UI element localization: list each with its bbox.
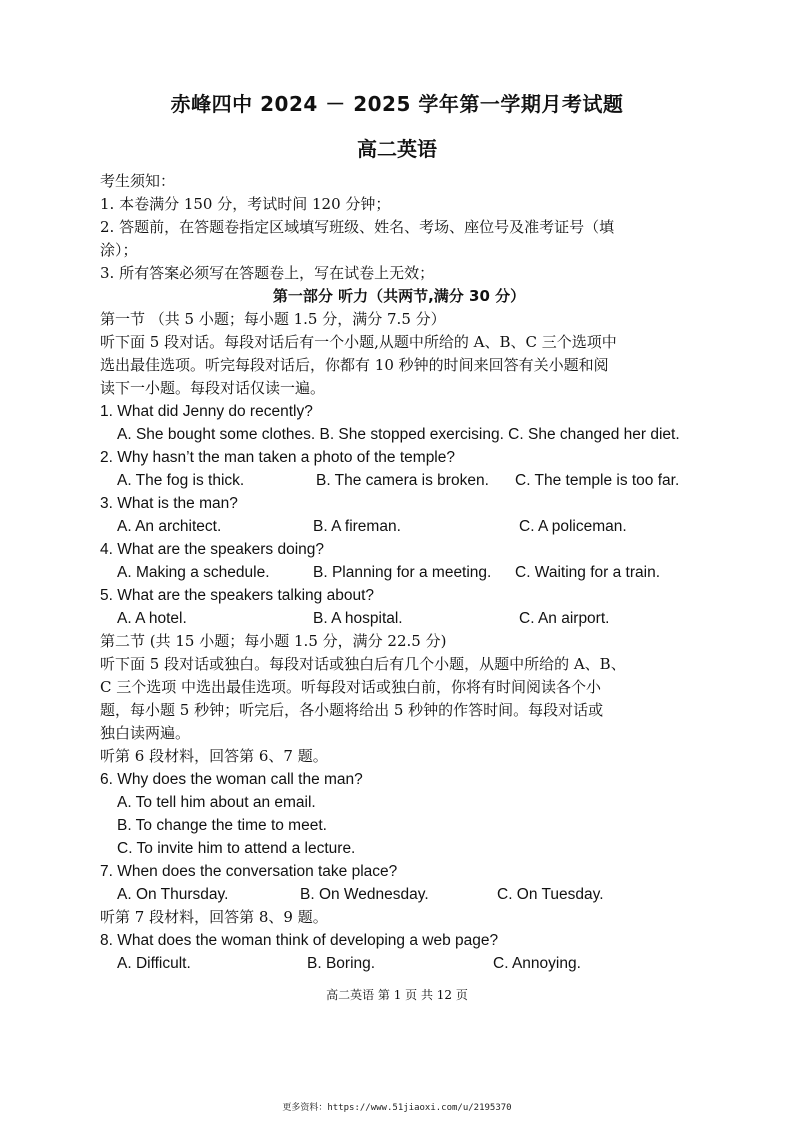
notice-heading: 考生须知： [100,172,176,190]
question-6-stem: 6. Why does the woman call the man? [100,771,363,788]
part1-heading: 第一部分 听力（共两节,满分 30 分） [272,287,526,305]
section2-instruction-2: C 三个选项 中选出最佳选项。听每段对话或独白前，你将有时间阅读各个小 [100,678,602,696]
option-a: A. An architect. [117,518,222,535]
question-5-stem: 5. What are the speakers talking about? [100,587,374,604]
exam-content [100,170,698,975]
option-b: B. A fireman. [313,518,401,535]
question-7-options [100,883,698,906]
option-c: C. Annoying. [493,955,581,972]
section1-instruction-1: 听下面 5 段对话。每段对话后有一个小题,从题中所给的 A、B、C 三个选项中 [100,333,617,351]
option-c: C. An airport. [519,610,610,627]
question-7-stem: 7. When does the conversation take place? [100,863,398,880]
question-4-stem: 4. What are the speakers doing? [100,541,325,558]
notice-item-3: 3. 所有答案必须写在答题卷上，写在试卷上无效； [100,264,435,282]
section2-instruction-4: 独白读两遍。 [100,724,191,742]
watermark-link[interactable]: 更多资料：https://www.51jiaoxi.com/u/2195370 [282,1103,512,1113]
question-1-options: A. She bought some clothes. B. She stopped exercising. C. She changed her diet. [117,426,680,443]
option-c: C. Waiting for a train. [515,564,661,581]
section1-instruction-2: 选出最佳选项。听完每段对话后，你都有 10 秒钟的时间来回答有关小题和阅 [100,356,609,374]
section2-heading: 第二节 (共 15 小题；每小题 1.5 分，满分 22.5 分) [100,632,447,650]
question-5-options [100,607,698,630]
option-b: B. On Wednesday. [300,886,429,903]
option-b: B. Boring. [307,955,376,972]
material-7-note: 听第 7 段材料，回答第 8、9 题。 [100,908,328,926]
option-c: C. The temple is too far. [515,472,680,489]
notice-item-2a: 2. 答题前，在答题卷指定区域填写班级、姓名、考场、座位号及准考证号（填 [100,218,615,236]
notice-item-1: 1. 本卷满分 150 分，考试时间 120 分钟； [100,195,391,213]
section1-instruction-3: 读下一小题。每段对话仅读一遍。 [100,379,326,397]
option-a: A. A hotel. [117,610,187,627]
notice-item-2b: 涂）； [100,241,138,259]
question-1-stem: 1. What did Jenny do recently? [100,403,313,420]
question-4-options [100,561,698,584]
question-8-stem: 8. What does the woman think of developing a web page? [100,932,499,949]
question-2-stem: 2. Why hasn’t the man taken a photo of the temple? [100,449,455,466]
option-a: A. Difficult. [117,955,191,972]
option-a: A. On Thursday. [117,886,229,903]
question-2-options [100,469,698,492]
exam-subject: 高二英语 [357,137,437,161]
option-a: A. The fog is thick. [117,472,245,489]
option-c: C. On Tuesday. [497,886,604,903]
question-8-options [100,952,698,975]
option-a: A. Making a schedule. [117,564,270,581]
page-footer: 高二英语 第 1 页 共 12 页 [326,988,468,1002]
question-6-option-c: C. To invite him to attend a lecture. [117,840,356,857]
question-6-option-b: B. To change the time to meet. [117,817,327,834]
option-b: B. Planning for a meeting. [313,564,492,581]
option-c: C. A policeman. [519,518,627,535]
section2-instruction-3: 题，每小题 5 秒钟；听完后，各小题将给出 5 秒钟的作答时间。每段对话或 [100,701,604,719]
option-b: B. The camera is broken. [316,472,489,489]
option-b: B. A hospital. [313,610,403,627]
section1-heading: 第一节 （共 5 小题；每小题 1.5 分，满分 7.5 分） [100,310,446,328]
section2-instruction-1: 听下面 5 段对话或独白。每段对话或独白后有几个小题，从题中所给的 A、B、 [100,655,626,673]
question-3-stem: 3. What is the man? [100,495,238,512]
question-3-options [100,515,698,538]
exam-title: 赤峰四中 2024 － 2025 学年第一学期月考试题 [170,92,624,116]
question-6-option-a: A. To tell him about an email. [117,794,316,811]
material-6-note: 听第 6 段材料，回答第 6、7 题。 [100,747,328,765]
